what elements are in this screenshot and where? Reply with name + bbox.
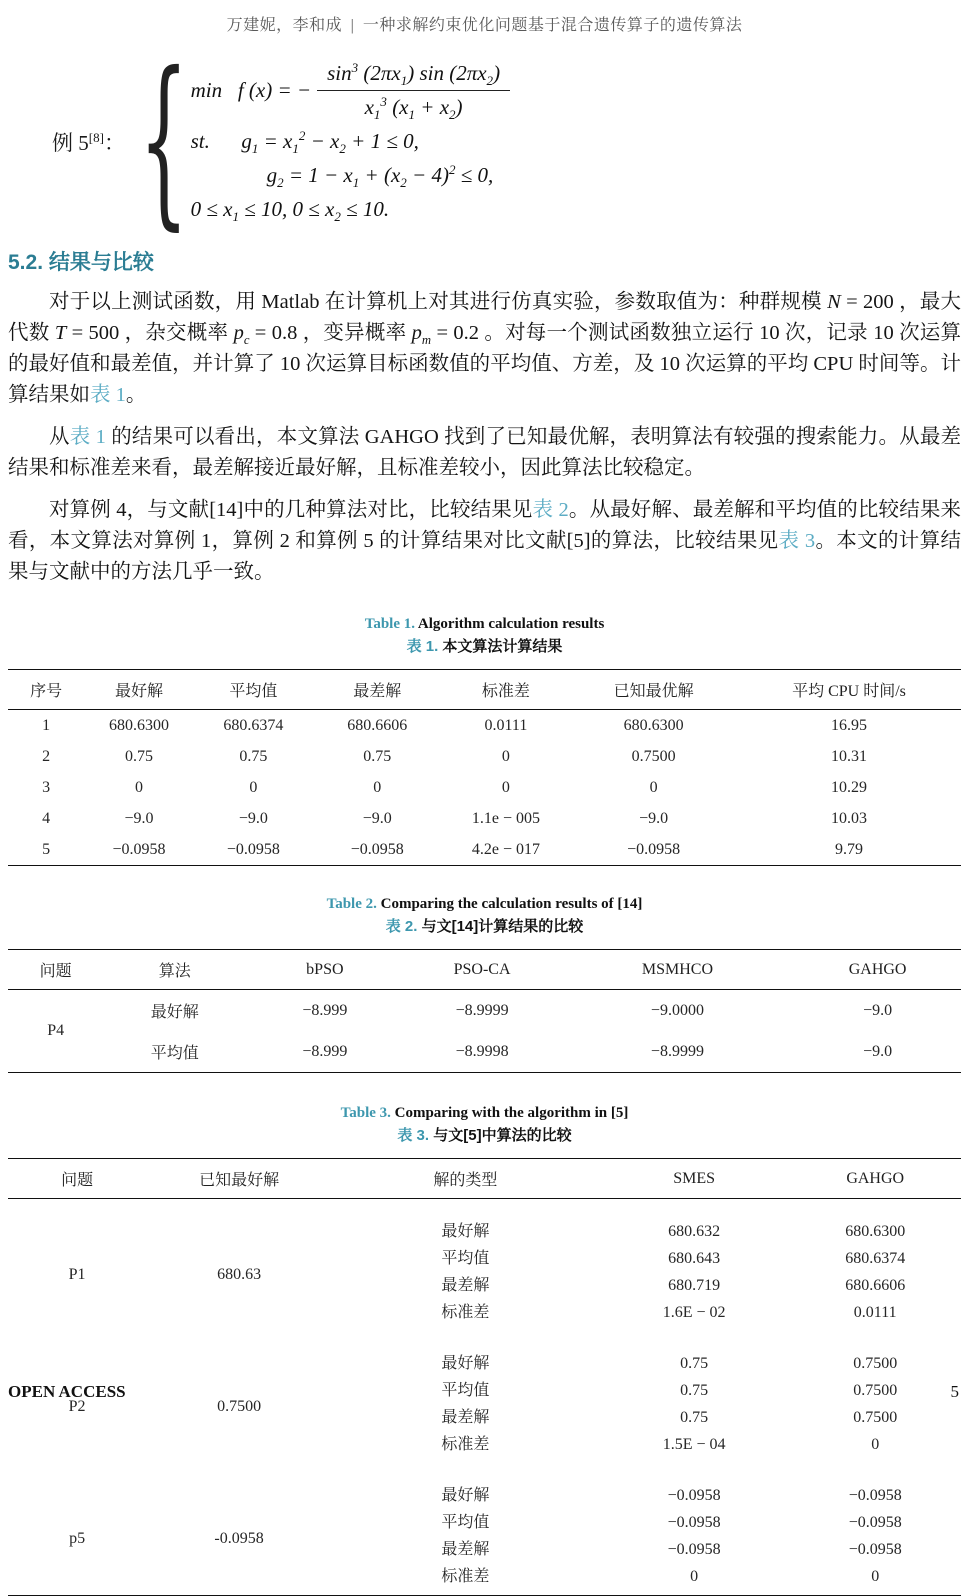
- table-cell: −8.9999: [650, 1042, 704, 1060]
- column-header: 平均 CPU 时间/s: [737, 670, 961, 710]
- table-cell: 0.75: [125, 747, 154, 765]
- table-row: [8, 834, 961, 866]
- table-cell: −0.0958: [667, 1541, 721, 1558]
- table-2-caption: [8, 894, 961, 937]
- table-cell: 0.75: [239, 747, 268, 765]
- column-header: 最差解: [313, 670, 442, 710]
- table-cell: −9.0: [124, 809, 154, 827]
- column-header: 问题: [8, 1159, 146, 1199]
- table-1-header-row: [8, 670, 961, 710]
- table-cell: 0: [690, 1568, 699, 1585]
- table-ref-link[interactable]: 表 1: [90, 384, 126, 406]
- table-cell: 0.75: [363, 747, 392, 765]
- table-cell: 0.75: [680, 1382, 709, 1399]
- table-cell: 10.03: [831, 809, 867, 827]
- fraction-denominator: $x_1^3$ $(x_1 + x_2)$: [364, 94, 463, 123]
- known-best-cell: 680.63: [217, 1266, 262, 1283]
- row-label-cell: 平均值: [150, 1045, 199, 1062]
- table-row: [8, 741, 961, 772]
- column-header: 问题: [8, 950, 103, 990]
- section-number: 5.2.: [8, 251, 44, 274]
- problem-cell: P1: [68, 1266, 86, 1283]
- table-cell: 680.6374: [845, 1250, 906, 1267]
- row-label-cell: 平均值: [441, 1382, 490, 1399]
- objective-line: [190, 60, 510, 123]
- paragraph-2: 从表 1 的结果可以看出，本文算法 GAHGO 找到了已知最优解，表明算法有较强的搜索能力。从最差结果和标准差来看，最差解接近最好解，且标准差较小，因此算法比较稳定。: [8, 426, 961, 479]
- column-header: 已知最好解: [146, 1159, 332, 1199]
- fraction-numerator: $\sin^3 (2\pi x_1)$ $\sin (2\pi x_2)$: [317, 61, 510, 91]
- table-3-group-p1: [8, 1199, 961, 1332]
- table-cell: −0.0958: [848, 1541, 902, 1558]
- table-1-caption: [8, 614, 961, 657]
- objective-prefix: min f (x) = −: [190, 78, 312, 102]
- known-best-cell: 0.7500: [217, 1398, 262, 1415]
- column-header: 解的类型: [332, 1159, 599, 1199]
- table-row: [8, 803, 961, 834]
- table-3-header-row: [8, 1159, 961, 1199]
- table-cell: 1: [42, 716, 51, 734]
- table-1-caption-zh: [8, 637, 961, 657]
- table-cell: 0: [649, 778, 658, 796]
- table-cell: 10.29: [831, 778, 867, 796]
- column-header: bPSO: [246, 950, 403, 990]
- table-cell: 5: [42, 840, 51, 858]
- paragraph-3: 对算例 4，与文献[14]中的几种算法对比，比较结果见表 2。从最好解、最差解和平均值的比较结果来看，本文算法对算例 1，算例 2 和算例 5 的计算结果对比文献[5]的算法，比较结果见表 3。本文的计算结果与文献中的方法几乎一致。: [8, 499, 962, 583]
- table-cell: −9.0: [863, 1042, 893, 1060]
- table-3-caption-en-text: Comparing with the algorithm in [5]: [394, 1105, 629, 1121]
- table-row: [8, 772, 961, 803]
- example-label: 例 5[8]：: [52, 129, 125, 155]
- table-cell: 0: [501, 747, 510, 765]
- left-brace: {: [138, 35, 189, 248]
- section-heading: [8, 246, 961, 276]
- table-1-caption-en-text: Algorithm calculation results: [417, 616, 605, 632]
- problem-cell: P4: [47, 1022, 65, 1039]
- table-cell: 0: [249, 778, 258, 796]
- row-label-cell: 标准差: [441, 1304, 490, 1321]
- column-header: GAHGO: [794, 950, 961, 990]
- table-1-caption-zh-label: 表 1.: [406, 638, 439, 655]
- column-header: GAHGO: [789, 1159, 961, 1199]
- row-label-cell: 标准差: [441, 1436, 490, 1453]
- table-row: [8, 1463, 961, 1509]
- formula-lines: [190, 60, 510, 225]
- column-header: SMES: [599, 1159, 790, 1199]
- table-cell: −0.0958: [667, 1487, 721, 1504]
- constraint-g2: $g_2 = 1 - x_1 + (x_2 - 4)^2 \le 0$,: [266, 162, 494, 191]
- page-footer: [8, 1382, 959, 1402]
- table-cell: −0.0958: [848, 1487, 902, 1504]
- table-1-caption-en-label: Table 1.: [364, 616, 415, 632]
- table-3-caption: [8, 1103, 961, 1146]
- table-cell: 680.632: [668, 1223, 721, 1240]
- table-cell: 2: [42, 747, 51, 765]
- table-2-caption-zh-label: 表 2.: [385, 918, 418, 935]
- table-cell: 680.6374: [223, 716, 284, 734]
- row-label-cell: 最好解: [441, 1355, 490, 1372]
- column-header: 平均值: [194, 670, 313, 710]
- running-head: 万建妮，李和成 | 一种求解约束优化问题基于混合遗传算子的遗传算法: [226, 17, 743, 34]
- table-2-caption-zh: [8, 917, 961, 937]
- table-row: [8, 990, 961, 1032]
- table-ref-link[interactable]: 表 3: [778, 530, 816, 552]
- table-row: [8, 1331, 961, 1377]
- column-header: MSMHCO: [561, 950, 794, 990]
- table-cell: 680.6300: [845, 1223, 906, 1240]
- table-cell: −8.9998: [455, 1042, 509, 1060]
- table-3-caption-zh: [8, 1126, 961, 1146]
- table-cell: 0.0111: [484, 716, 528, 734]
- row-label-cell: 平均值: [441, 1250, 490, 1267]
- known-best-cell: -0.0958: [214, 1530, 264, 1547]
- table-cell: 680.6300: [623, 716, 684, 734]
- table-row: [8, 1031, 961, 1073]
- row-label-cell: 最好解: [441, 1487, 490, 1504]
- section-title: 结果与比较: [48, 251, 154, 274]
- table-cell: 0: [871, 1568, 880, 1585]
- table-cell: −0.0958: [226, 840, 280, 858]
- constraint-g1: st. $g_1 = x_1^2 - x_2 + 1 \le 0$,: [190, 128, 419, 157]
- table-2-caption-en-text: Comparing the calculation results of [14]: [380, 896, 643, 912]
- table-2-caption-en-label: Table 2.: [326, 896, 377, 912]
- table-cell: 4.2e − 017: [471, 840, 540, 858]
- table-2-caption-en: [8, 894, 961, 914]
- table-cell: 0.0111: [853, 1304, 897, 1321]
- table-cell: −9.0: [362, 809, 392, 827]
- table-cell: −8.999: [302, 1042, 348, 1060]
- table-cell: 10.31: [831, 747, 867, 765]
- table-1-results: [8, 669, 961, 866]
- row-label-cell: 最差解: [441, 1277, 490, 1294]
- table-cell: 16.95: [831, 716, 867, 734]
- column-header: 序号: [8, 670, 84, 710]
- table-cell: 0: [501, 778, 510, 796]
- table-ref-link[interactable]: 表 2: [532, 499, 569, 521]
- variable-bounds: $0 \le x_1 \le 10$, $0 \le x_2 \le 10$.: [190, 197, 390, 225]
- problem-cell: P2: [68, 1398, 86, 1415]
- table-1-caption-zh-text: 本文算法计算结果: [442, 638, 563, 655]
- column-header: 标准差: [442, 670, 571, 710]
- table-cell: −0.0958: [112, 840, 166, 858]
- table-cell: 0.75: [680, 1409, 709, 1426]
- example-5-formula: [52, 35, 961, 248]
- table-cell: 680.6300: [109, 716, 170, 734]
- open-access-label: OPEN ACCESS: [8, 1382, 126, 1401]
- table-cell: −0.0958: [667, 1514, 721, 1531]
- table-cell: 680.6606: [347, 716, 408, 734]
- table-cell: 1.6E − 02: [662, 1304, 726, 1321]
- table-3-comparison-5: [8, 1158, 961, 1596]
- column-header: 算法: [103, 950, 246, 990]
- row-label-cell: 最好解: [441, 1223, 490, 1240]
- table-cell: 0.7500: [853, 1382, 898, 1399]
- table-3-caption-zh-text: 与文[5]中算法的比较: [433, 1127, 572, 1144]
- table-ref-link[interactable]: 表 1: [69, 426, 106, 448]
- row-label-cell: 最好解: [150, 1004, 199, 1021]
- table-cell: −8.9999: [455, 1001, 509, 1019]
- table-cell: −9.0000: [650, 1001, 704, 1019]
- row-label-cell: 最差解: [441, 1541, 490, 1558]
- table-cell: 1.5E − 04: [662, 1436, 726, 1453]
- table-cell: 680.643: [668, 1250, 721, 1267]
- table-cell: −0.0958: [627, 840, 681, 858]
- table-cell: −9.0: [238, 809, 268, 827]
- table-row: [8, 710, 961, 742]
- table-cell: −0.0958: [350, 840, 404, 858]
- column-header: 最好解: [84, 670, 194, 710]
- row-label-cell: 最差解: [441, 1409, 490, 1426]
- table-cell: 4: [42, 809, 51, 827]
- table-3-caption-zh-label: 表 3.: [397, 1127, 430, 1144]
- table-cell: 0.75: [680, 1355, 709, 1372]
- table-3-group-p5: [8, 1463, 961, 1596]
- table-cell: −9.0: [639, 809, 669, 827]
- problem-cell: p5: [69, 1530, 86, 1547]
- table-cell: 0.7500: [853, 1355, 898, 1372]
- table-row: [8, 1199, 961, 1246]
- row-label-cell: 标准差: [441, 1568, 490, 1585]
- column-header: PSO-CA: [403, 950, 560, 990]
- table-cell: 0.7500: [853, 1409, 898, 1426]
- row-label-cell: 平均值: [441, 1514, 490, 1531]
- table-cell: 1.1e − 005: [471, 809, 540, 827]
- table-3-caption-en-label: Table 3.: [340, 1105, 391, 1121]
- table-cell: 0: [373, 778, 382, 796]
- page-number: 5: [950, 1382, 959, 1401]
- column-header: 已知最优解: [570, 670, 737, 710]
- table-1-caption-en: [8, 614, 961, 634]
- table-2-header-row: [8, 950, 961, 990]
- paragraph-1: 对于以上测试函数，用 Matlab 在计算机上对其进行仿真实验，参数取值为：种群规模 N = 200 ，最大代数 T = 500 ，杂交概率 $p_c = 0.8$ ，变异概率 $p_m = 0.2$ 。对每一个测试函数独立运行 10 次，记录 10 次运算的最好值和最差值，并计算了 10 次运算目标函数值的平均值、方差，及 10 次运算的平均 CPU 时间等。计算结果如表 1。: [8, 291, 962, 406]
- table-2-comparison-14: [8, 949, 961, 1073]
- table-cell: −0.0958: [848, 1514, 902, 1531]
- table-cell: 0: [135, 778, 144, 796]
- table-cell: −9.0: [863, 1001, 893, 1019]
- table-cell: −8.999: [302, 1001, 348, 1019]
- table-cell: 0: [871, 1436, 880, 1453]
- table-2-caption-zh-text: 与文[14]计算结果的比较: [421, 918, 584, 935]
- table-cell: 9.79: [835, 840, 863, 858]
- table-cell: 3: [42, 778, 51, 796]
- fraction: [317, 60, 510, 123]
- table-cell: 680.6606: [845, 1277, 906, 1294]
- table-3-caption-en: [8, 1103, 961, 1123]
- table-cell: 0.7500: [631, 747, 676, 765]
- table-cell: 680.719: [668, 1277, 721, 1294]
